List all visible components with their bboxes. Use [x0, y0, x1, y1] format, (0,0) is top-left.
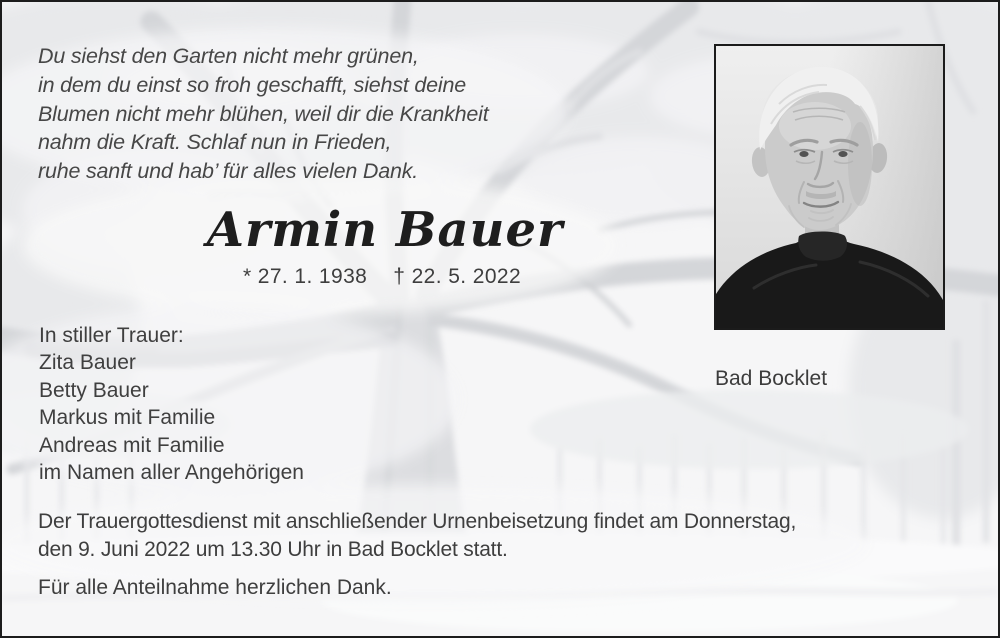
service-line: Der Trauergottesdienst mit anschließender Urnenbeisetzung findet am Donnerstag,: [38, 510, 797, 533]
mourner-name: Markus mit Familie: [39, 406, 216, 430]
mourner-name: Zita Bauer: [39, 351, 136, 375]
death-date: † 22. 5. 2022: [393, 265, 522, 288]
birth-date: * 27. 1. 1938: [242, 265, 368, 288]
poem-line: nahm die Kraft. Schlaf nun in Frieden,: [38, 130, 392, 155]
mourners-list: [39, 322, 304, 486]
thanks-line: Für alle Anteilnahme herzlichen Dank.: [38, 576, 392, 599]
mourner-name: Betty Bauer: [39, 378, 149, 402]
mourner-name: Andreas mit Familie: [39, 433, 225, 457]
mourners-intro: In stiller Trauer:: [39, 324, 184, 347]
memorial-poem: [38, 42, 489, 186]
poem-line: in dem du einst so froh geschafft, siehst deine: [38, 72, 467, 97]
poem-line: Blumen nicht mehr blühen, weil dir die Krankheit: [38, 101, 489, 126]
portrait-photo: [714, 44, 945, 330]
mourner-name: im Namen aller Angehörigen: [39, 461, 304, 485]
photo-location-caption: Bad Bocklet: [715, 367, 828, 390]
service-announcement: [38, 508, 796, 563]
life-dates: [2, 265, 762, 289]
service-line: den 9. Juni 2022 um 13.30 Uhr in Bad Bocklet statt.: [38, 537, 508, 561]
poem-line: Du siehst den Garten nicht mehr grünen,: [38, 44, 419, 68]
portrait-of-deceased: [716, 46, 943, 328]
poem-line: ruhe sanft und hab’ für alles vielen Dank.: [38, 159, 419, 184]
deceased-name: Armin Bauer: [206, 202, 564, 258]
